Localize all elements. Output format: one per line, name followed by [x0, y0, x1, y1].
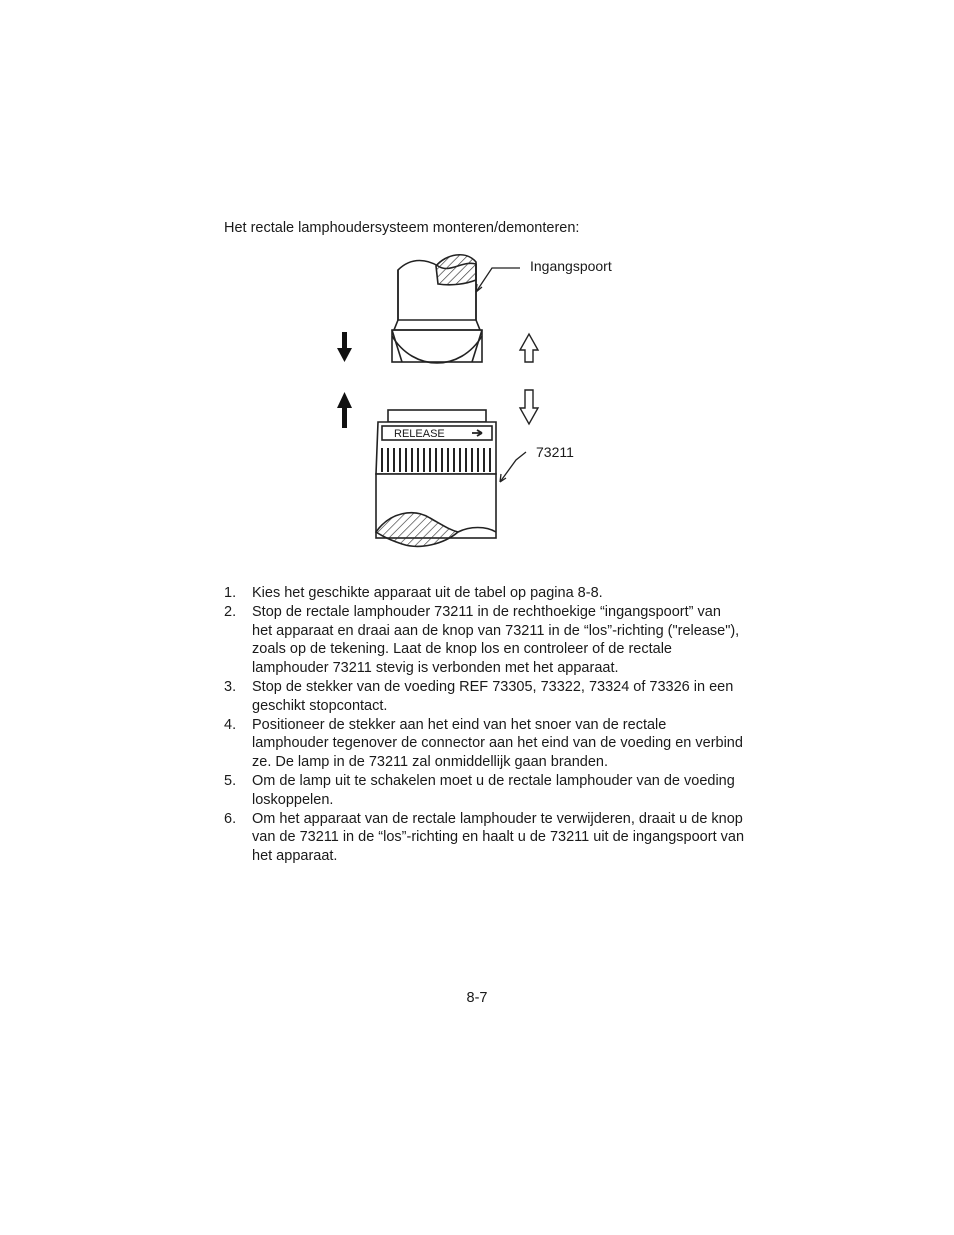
step-item — [224, 584, 744, 603]
step-number: 5. — [224, 772, 237, 789]
step-text: Stop de rectale lamphouder 73211 in de rechthoekige “ingangspoort” van het apparaat en draai aan de knop van 73211 in de “los”-richting ("release"), zoals op de tekening. Laat de knop los en controleer of de rectale lamphouder 73211 stevig is verbonden met het apparaat. — [252, 603, 740, 677]
label-ingangspoort: Ingangspoort — [530, 258, 612, 274]
label-73211: 73211 — [536, 444, 574, 460]
arrow-down-solid-icon — [337, 332, 352, 362]
assembly-diagram — [320, 250, 660, 580]
step-number: 3. — [224, 678, 237, 695]
leader-73211 — [500, 452, 526, 482]
leader-ingangspoort — [476, 268, 520, 292]
arrow-up-outline-icon — [520, 334, 538, 362]
steps-list — [224, 584, 744, 866]
step-text: Om de lamp uit te schakelen moet u de rectale lamphouder van de voeding loskoppelen. — [252, 772, 735, 808]
step-text: Om het apparaat van de rectale lamphouder te verwijderen, draait u de knop van de 73211 in de “los”-richting en haalt u de 73211 uit de ingangspoort van het apparaat. — [252, 810, 745, 865]
entry-port-part — [392, 255, 482, 363]
arrow-down-outline-icon — [520, 390, 538, 424]
step-item — [224, 772, 744, 810]
step-text: Stop de stekker van de voeding REF 73305, 73322, 73324 of 73326 in een geschikt stopcontact. — [252, 678, 734, 714]
step-item — [224, 678, 744, 716]
release-label: RELEASE — [394, 428, 445, 440]
step-number: 4. — [224, 716, 237, 733]
step-item — [224, 716, 744, 772]
step-item — [224, 810, 744, 866]
intro-text: Het rectale lamphoudersysteem monteren/demonteren: — [224, 220, 580, 236]
assembly-drawing — [320, 250, 660, 580]
step-text: Kies het geschikte apparaat uit de tabel op pagina 8-8. — [252, 585, 603, 601]
step-text: Positioneer de stekker aan het eind van het snoer van de rectale lamphouder tegenover de connector aan het eind van de voeding en verbind ze. De lamp in de 73211 zal onmiddellijk gaan branden. — [252, 716, 743, 771]
page-number: 8-7 — [466, 990, 488, 1006]
step-number: 6. — [224, 810, 237, 827]
step-number: 2. — [224, 603, 237, 620]
step-item — [224, 603, 744, 678]
arrow-up-solid-icon — [337, 392, 352, 428]
step-number: 1. — [224, 585, 237, 601]
